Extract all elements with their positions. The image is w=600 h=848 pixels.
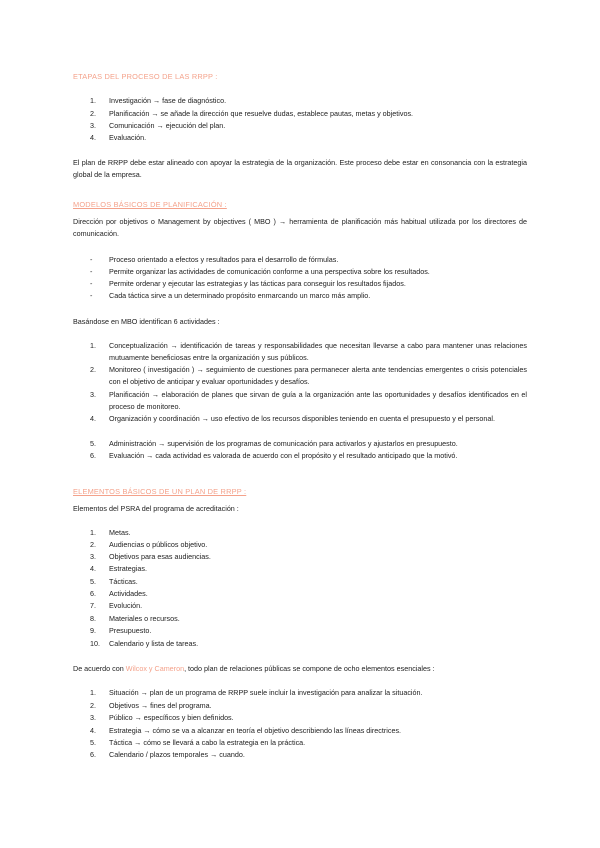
bullet-dash: - [90, 291, 93, 300]
bullet-dash: - [90, 267, 93, 276]
section-heading-etapas: ETAPAS DEL PROCESO DE LAS RRPP : [73, 72, 218, 81]
author-reference: Wilcox y Cameron [125, 664, 185, 673]
section-heading-modelos: MODELOS BÁSICOS DE PLANIFICACIÓN : [73, 200, 227, 209]
paragraph-psra-intro: Elementos del PSRA del programa de acreditación : [73, 504, 239, 513]
paragraph-alineacion: El plan de RRPP debe estar alineado con apoyar la estrategia de la organización. Este proceso debe estar en consonancia con la estrategia global de la empresa. [73, 158, 527, 179]
document-page: ETAPAS DEL PROCESO DE LAS RRPP : 1. Investigación → fase de diagnóstico. 2. Planificación → se añade la dirección que resuelve dudas, establece pautas, metas y objetivos. 3. Comunicación → ejecución del plan. 4. Evaluación. El plan de RRPP debe estar alineado con apoyar la estrategia de la organización. Este proceso debe estar en consonancia con la estrategia global de la empresa. MODELOS BÁSICOS DE PLANIFICACIÓN : Dirección por objetivos o Management by objectives ( MBO ) → herramienta de planificación más habitual utilizada por los directores de comunicación. - Proceso orientado a efectos y resultados para el desarrollo de fórmulas. - Permite organizar las actividades de comunicación conforme a una perspectiva sobre los resultados. - Permite ordenar y ejecutar las estrategias y las tácticas para conseguir los resultados fijados. - Cada táctica sirve a un determinado propósito enmarcando un marco más amplio. Basándose en MBO identifican 6 actividades : 1. Conceptualización → identificación de tareas y responsabilidades que necesitan llevarse a cabo para mantener unas relaciones mutuamente beneficiosas entre la organización y sus públicos. 2. Monitoreo ( investigación ) → seguimiento de cuestiones para permanecer alerta ante tendencias emergentes o crisis potenciales con el objetivo de anticipar y evaluar oportunidades y desafíos. 3. Planificación → elaboración de planes que sirvan de guía a la organización ante las oportunidades y desafíos identificados en el proceso de monitoreo. 4. Organización y coordinación → uso efectivo de los recursos disponibles teniendo en cuenta el presupuesto y el personal. 5. Administración → supervisión de los programas de comunicación para activarlos y ajustarlos en presupuesto. 6. Evaluación → cada actividad es valorada de acuerdo con el propósito y el resultado anticipado que la motivó. ELEMENTOS BÁSICOS DE UN PLAN DE RRPP : Elementos del PSRA del programa de acreditación : 1. Metas. 2. Audiencias o públicos objetivo. 3. Objetivos para esas audiencias. 4. Estrategias. 5. Tácticas. 6. Actividades. 7. Evolución. 8. Materiales o recursos. 9. Presupuesto. 10. Calendario y lista de tareas. De acuerdo con Wilcox y Cameron, todo plan de relaciones públicas se compone de ocho elementos esenciales : 1. Situación → plan de un programa de RRPP suele incluir la investigación para analizar la situación. 2. Objetivos → fines del programa. 3. Público → específicos y bien definidos. 4. Estrategia → cómo se va a alcanzar en teoría el objetivo describiendo las líneas directrices. 5. Táctica → cómo se llevará a cabo la estrategia en la práctica. 6. Calendario / plazos temporales → cuando. [73, 72, 527, 759]
section-heading-elementos: ELEMENTOS BÁSICOS DE UN PLAN DE RRPP : [73, 487, 247, 496]
bullet-dash: - [90, 255, 93, 264]
paragraph-mbo-intro: Dirección por objetivos o Management by objectives ( MBO ) → herramienta de planificación más habitual utilizada por los directores de comunicación. [73, 217, 527, 238]
bullet-dash: - [90, 279, 93, 288]
paragraph-activities-intro: Basándose en MBO identifican 6 actividades : [73, 317, 220, 326]
paragraph-wilcox: De acuerdo con Wilcox y Cameron, todo plan de relaciones públicas se compone de ocho elementos esenciales : [73, 664, 435, 673]
